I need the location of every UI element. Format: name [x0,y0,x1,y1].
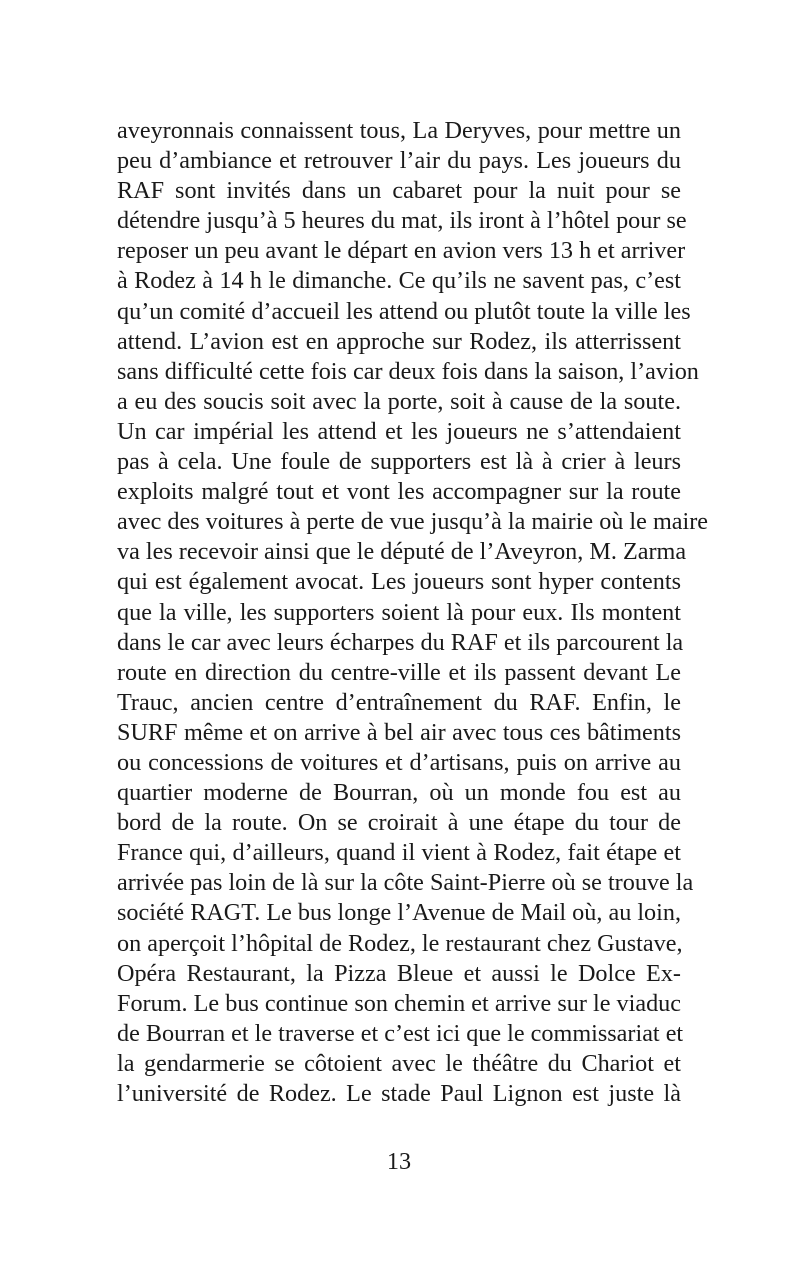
text-line: Un car impérial les attend et les joueurs ne s’attendaient [117,417,681,445]
text-line: qui est également avocat. Les joueurs sont hyper contents [117,568,681,596]
text-line: Opéra Restaurant, la Pizza Bleue et aussi le Dolce Ex- [117,959,681,987]
text-line: à Rodez à 14 h le dimanche. Ce qu’ils ne savent pas, c’est [117,267,681,295]
text-line: Forum. Le bus continue son chemin et arrive sur le viaduc [117,989,681,1017]
text-line: l’université de Rodez. Le stade Paul Lignon est juste là [117,1080,681,1107]
text-line: exploits malgré tout et vont les accompagner sur la route [117,478,681,506]
text-line: dans le car avec leurs écharpes du RAF et ils parcourent la [117,628,684,656]
text-line: quartier moderne de Bourran, où un monde fou est au [117,779,681,807]
page-number: 13 [386,1148,412,1175]
text-line: société RAGT. Le bus longe l’Avenue de Mail où, au loin, [117,899,682,927]
text-line: aveyronnais connaissent tous, La Deryves, pour mettre un [117,117,681,144]
text-line: route en direction du centre-ville et ils passent devant Le [117,658,681,686]
text-line: arrivée pas loin de là sur la côte Saint-Pierre où se trouve la [117,869,694,897]
text-line: détendre jusqu’à 5 heures du mat, ils iront à l’hôtel pour se [117,207,687,235]
text-line: France qui, d’ailleurs, quand il vient à Rodez, fait étape et [117,839,681,867]
body-text [117,116,708,1109]
text-line: avec des voitures à perte de vue jusqu’à la mairie où le maire [117,508,708,536]
text-line: peu d’ambiance et retrouver l’air du pays. Les joueurs du [117,147,681,175]
text-line: on aperçoit l’hôpital de Rodez, le restaurant chez Gustave, [117,929,683,957]
text-line: ou concessions de voitures et d’artisans, puis on arrive au [117,748,681,776]
text-line: a eu des soucis soit avec la porte, soit à cause de la soute. [117,387,681,415]
text-line: bord de la route. On se croirait à une étape du tour de [117,809,681,837]
text-line: qu’un comité d’accueil les attend ou plutôt toute la ville les [117,297,691,325]
text-line: va les recevoir ainsi que le député de l’Aveyron, M. Zarma [117,538,687,566]
text-line: que la ville, les supporters soient là pour eux. Ils montent [117,598,681,626]
text-line: la gendarmerie se côtoient avec le théâtre du Chariot et [117,1049,681,1077]
text-line: pas à cela. Une foule de supporters est là à crier à leurs [117,448,681,476]
text-line: sans difficulté cette fois car deux fois dans la saison, l’avion [117,357,699,385]
text-line: attend. L’avion est en approche sur Rodez, ils atterrissent [117,327,681,355]
text-line: SURF même et on arrive à bel air avec tous ces bâtiments [117,718,681,746]
text-line: reposer un peu avant le départ en avion vers 13 h et arriver [117,237,686,265]
text-line: de Bourran et le traverse et c’est ici que le commissariat et [117,1019,684,1047]
text-line: Trauc, ancien centre d’entraînement du RAF. Enfin, le [117,688,681,716]
text-line: RAF sont invités dans un cabaret pour la nuit pour se [117,177,681,205]
